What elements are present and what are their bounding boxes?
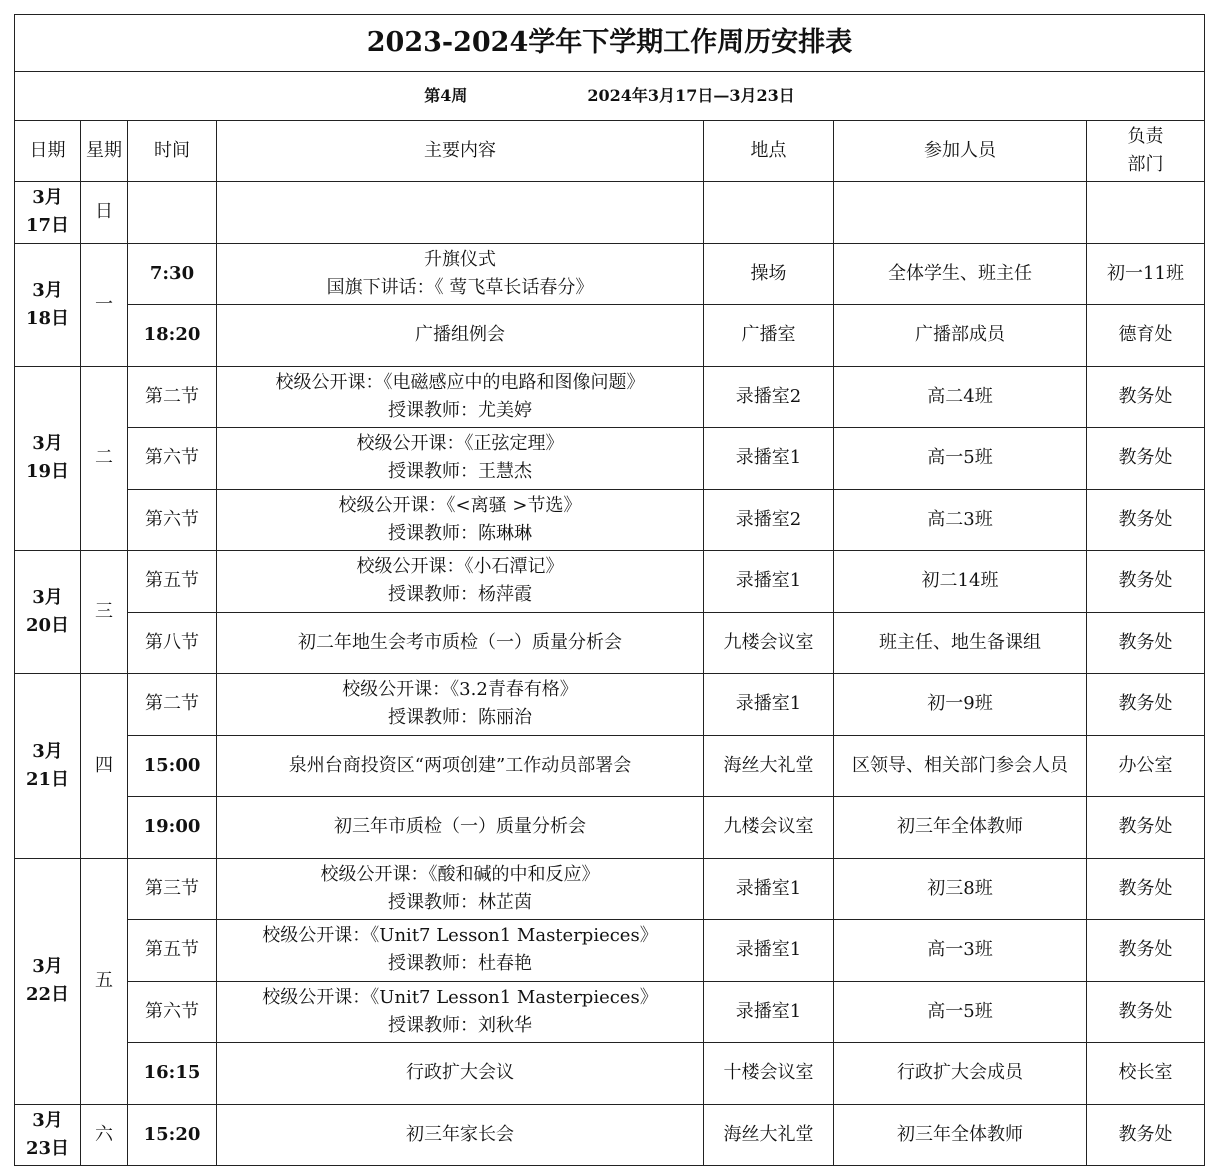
people-cell: 高一5班 [834,428,1087,490]
table-row [15,182,1205,244]
content-cell: 初三年家长会 [217,1104,704,1166]
place-cell: 录播室1 [704,551,834,613]
content-cell: 校级公开课：《小石潭记》 授课教师：杨萍霞 [217,551,704,613]
table-row [15,920,1205,982]
weekday-cell: 六 [81,1104,128,1166]
week-number: 第4周 [424,86,468,105]
people-cell: 区领导、相关部门参会人员 [834,735,1087,797]
time-cell: 15:00 [128,735,217,797]
time-cell: 第六节 [128,428,217,490]
content-cell: 校级公开课：《Unit7 Lesson1 Masterpieces》 授课教师：杜春艳 [217,920,704,982]
table-row [15,1104,1205,1166]
place-cell: 录播室1 [704,428,834,490]
dept-cell: 教务处 [1087,858,1205,920]
header-dept: 负责 部门 [1087,121,1205,182]
dept-cell: 教务处 [1087,551,1205,613]
header-content: 主要内容 [217,121,704,182]
people-cell: 班主任、地生备课组 [834,612,1087,674]
table-row [15,1043,1205,1105]
time-cell: 18:20 [128,305,217,367]
table-row [15,243,1205,305]
header-people: 参加人员 [834,121,1087,182]
content-cell: 升旗仪式 国旗下讲话：《 莺飞草长话春分》 [217,243,704,305]
weekday-cell: 三 [81,551,128,674]
table-row [15,305,1205,367]
time-cell: 第二节 [128,674,217,736]
header-time: 时间 [128,121,217,182]
weekday-cell: 二 [81,366,128,551]
time-cell: 第三节 [128,858,217,920]
place-cell: 海丝大礼堂 [704,735,834,797]
place-cell: 海丝大礼堂 [704,1104,834,1166]
date-cell: 3月 17日 [15,182,81,244]
place-cell: 录播室1 [704,674,834,736]
content-cell: 校级公开课：《<离骚 >节选》 授课教师：陈琳琳 [217,489,704,551]
time-cell: 19:00 [128,797,217,859]
header-date: 日期 [15,121,81,182]
dept-cell: 校长室 [1087,1043,1205,1105]
place-cell: 录播室1 [704,858,834,920]
table-row [15,858,1205,920]
dept-cell: 教务处 [1087,366,1205,428]
date-cell: 3月 20日 [15,551,81,674]
weekday-cell: 日 [81,182,128,244]
table-row [15,735,1205,797]
date-cell: 3月 19日 [15,366,81,551]
content-cell: 行政扩大会议 [217,1043,704,1105]
week-date-range: 2024年3月17日—3月23日 [587,86,795,105]
table-row [15,366,1205,428]
weekday-cell: 四 [81,674,128,859]
dept-cell: 教务处 [1087,1104,1205,1166]
table-row [15,612,1205,674]
time-cell: 第二节 [128,366,217,428]
dept-cell: 德育处 [1087,305,1205,367]
weekday-cell: 五 [81,858,128,1104]
content-cell: 校级公开课：《电磁感应中的电路和图像问题》 授课教师：尤美婷 [217,366,704,428]
place-cell: 录播室2 [704,489,834,551]
content-cell: 校级公开课：《Unit7 Lesson1 Masterpieces》 授课教师：刘秋华 [217,981,704,1043]
header-place: 地点 [704,121,834,182]
content-cell: 校级公开课：《酸和碱的中和反应》 授课教师：林芷茵 [217,858,704,920]
content-cell: 初三年市质检（一）质量分析会 [217,797,704,859]
time-cell: 第五节 [128,920,217,982]
dept-cell: 教务处 [1087,674,1205,736]
people-cell: 初三年全体教师 [834,1104,1087,1166]
weekday-cell: 一 [81,243,128,366]
people-cell: 初三年全体教师 [834,797,1087,859]
time-cell: 16:15 [128,1043,217,1105]
place-cell: 录播室2 [704,366,834,428]
table-row [15,674,1205,736]
place-cell: 九楼会议室 [704,612,834,674]
content-cell: 校级公开课：《3.2青春有格》 授课教师：陈丽治 [217,674,704,736]
place-cell: 录播室1 [704,920,834,982]
date-cell: 3月 18日 [15,243,81,366]
dept-cell: 教务处 [1087,612,1205,674]
people-cell: 高二3班 [834,489,1087,551]
dept-cell: 教务处 [1087,489,1205,551]
content-cell: 泉州台商投资区“两项创建”工作动员部署会 [217,735,704,797]
date-cell: 3月 22日 [15,858,81,1104]
content-cell: 广播组例会 [217,305,704,367]
week-info [15,72,1205,121]
table-row [15,551,1205,613]
schedule-table [14,14,1205,1166]
people-cell: 行政扩大会成员 [834,1043,1087,1105]
place-cell: 操场 [704,243,834,305]
page-title: 2023-2024学年下学期工作周历安排表 [15,15,1205,72]
dept-cell: 办公室 [1087,735,1205,797]
table-row [15,489,1205,551]
time-cell: 第六节 [128,981,217,1043]
header-weekday: 星期 [81,121,128,182]
table-row [15,428,1205,490]
people-cell: 初二14班 [834,551,1087,613]
time-cell: 第五节 [128,551,217,613]
date-cell: 3月 21日 [15,674,81,859]
people-cell: 初三8班 [834,858,1087,920]
table-row [15,981,1205,1043]
people-cell: 广播部成员 [834,305,1087,367]
header-row [15,121,1205,182]
dept-cell: 教务处 [1087,920,1205,982]
content-cell: 校级公开课：《正弦定理》 授课教师：王慧杰 [217,428,704,490]
place-cell: 九楼会议室 [704,797,834,859]
time-cell: 15:20 [128,1104,217,1166]
dept-cell: 初一11班 [1087,243,1205,305]
people-cell: 全体学生、班主任 [834,243,1087,305]
dept-cell: 教务处 [1087,428,1205,490]
place-cell: 十楼会议室 [704,1043,834,1105]
dept-cell: 教务处 [1087,981,1205,1043]
people-cell: 高二4班 [834,366,1087,428]
place-cell: 录播室1 [704,981,834,1043]
people-cell: 高一3班 [834,920,1087,982]
time-cell: 7:30 [128,243,217,305]
dept-cell: 教务处 [1087,797,1205,859]
content-cell: 初二年地生会考市质检（一）质量分析会 [217,612,704,674]
time-cell: 第六节 [128,489,217,551]
table-row [15,797,1205,859]
time-cell: 第八节 [128,612,217,674]
people-cell: 高一5班 [834,981,1087,1043]
date-cell: 3月 23日 [15,1104,81,1166]
place-cell: 广播室 [704,305,834,367]
people-cell: 初一9班 [834,674,1087,736]
